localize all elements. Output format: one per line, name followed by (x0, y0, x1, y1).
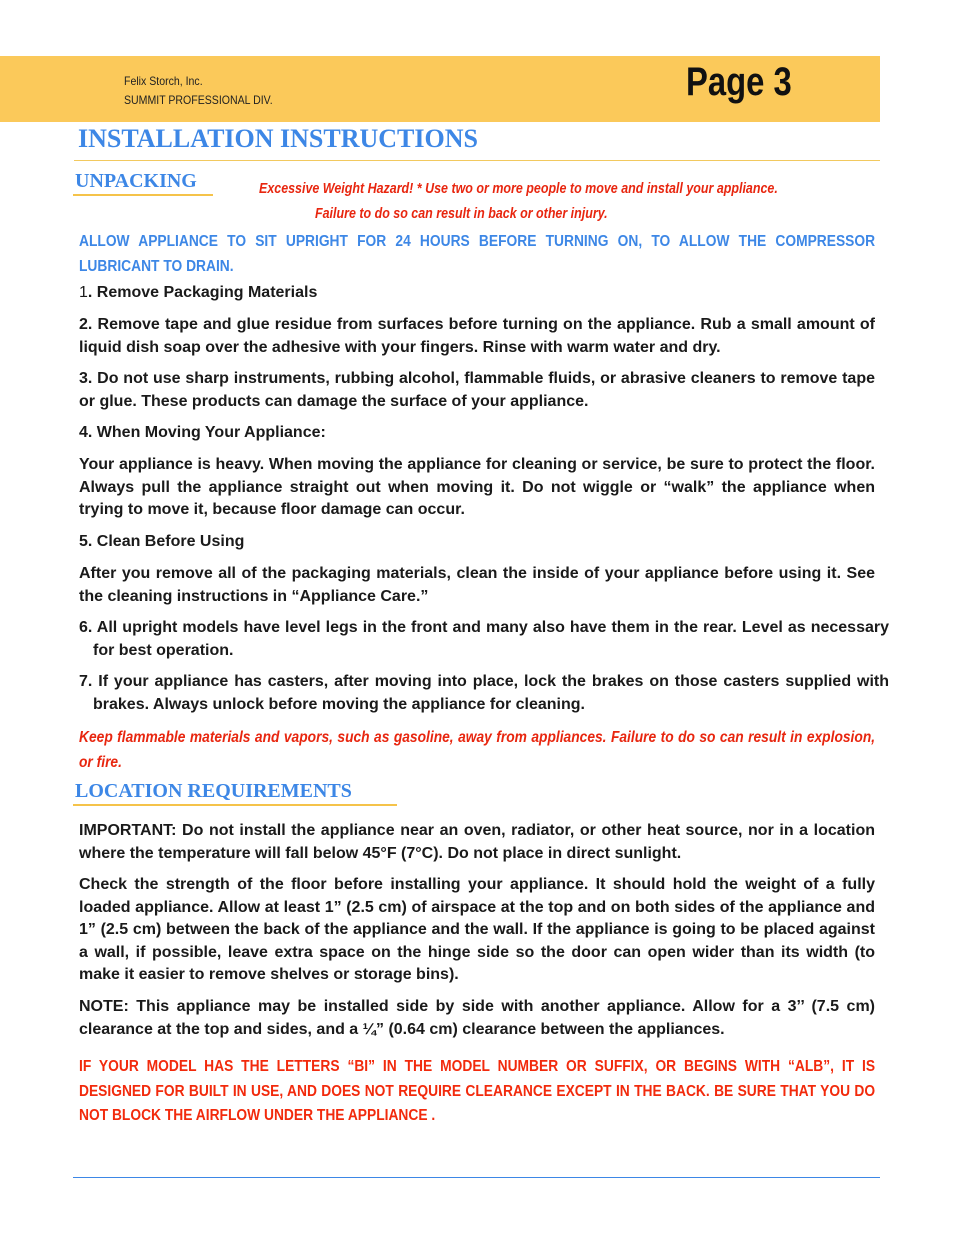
step-4: 4. When Moving Your Appliance: (79, 424, 326, 441)
fire-warning: Keep flammable materials and vapors, such as gasoline, away from appliances. Failure to do so can result in explosion, or fire. (79, 729, 876, 771)
company-division: SUMMIT PROFESSIONAL DIV. (124, 93, 273, 107)
footer-divider (73, 1177, 880, 1178)
page-number: Page 3 (686, 60, 792, 104)
company-name: Felix Storch, Inc. (124, 74, 203, 88)
location-underline (73, 804, 397, 806)
floor-strength-note: Check the strength of the floor before installing your appliance. It should hold the weight of a fully loaded appliance. Allow at least 1” (2.5 cm) of airspace at the top and on both sides of the appliance and 1” (2.5 cm) between the back of the appliance and the wall. If the appliance is going to be placed against a wall, if possible, leave extra space on the hinge side so the door can open wider than its width (to make it easier to remove shelves or storage bins). (79, 876, 875, 984)
step-1-number: 1 (79, 284, 88, 301)
step-7: 7. If your appliance has casters, after moving into place, lock the brakes on those casters supplied with brakes. Always unlock before moving the appliance for cleaning. (79, 673, 889, 713)
important-note: IMPORTANT: Do not install the appliance near an oven, radiator, or other heat source, nor in a location where the temperature will fall below 45°F (7°C). Do not place in direct sunlight. (79, 822, 875, 862)
weight-hazard-warning: Excessive Weight Hazard! * Use two or more people to move and install your appliance. (259, 181, 778, 197)
page-header (0, 56, 880, 122)
upright-notice: ALLOW APPLIANCE TO SIT UPRIGHT FOR 24 HOURS BEFORE TURNING ON, TO ALLOW THE COMPRESSOR LUBRICANT TO DRAIN. (79, 233, 876, 275)
side-by-side-note: NOTE: This appliance may be installed side by side with another appliance. Allow for a 3’’ (7.5 cm) clearance at the top and sides, and a ¼” (0.64 cm) clearance between the appliances. (79, 998, 875, 1038)
step-5-body: After you remove all of the packaging materials, clean the inside of your appliance before using it. See the cleaning instructions in “Appliance Care.” (79, 565, 875, 605)
page-title: INSTALLATION INSTRUCTIONS (78, 124, 478, 153)
step-5: 5. Clean Before Using (79, 533, 245, 550)
step-1-text: . Remove Packaging Materials (87, 284, 318, 301)
title-divider (74, 160, 880, 161)
weight-hazard-consequence: Failure to do so can result in back or other injury. (315, 206, 608, 222)
step-6: 6. All upright models have level legs in the front and many also have them in the rear. Level as necessary for best operation. (79, 619, 889, 659)
step-3: 3. Do not use sharp instruments, rubbing alcohol, flammable fluids, or abrasive cleaners to remove tape or glue. These products can damage the surface of your appliance. (79, 370, 875, 410)
unpacking-underline (73, 194, 213, 196)
unpacking-heading: UNPACKING (75, 170, 197, 192)
step-1 (79, 282, 875, 305)
step-2: 2. Remove tape and glue residue from surfaces before turning on the appliance. Rub a small amount of liquid dish soap over the adhesive with your fingers. Rinse with warm water and dry. (79, 316, 875, 356)
location-heading: LOCATION REQUIREMENTS (75, 780, 352, 802)
company-block (124, 72, 273, 110)
built-in-notice: IF YOUR MODEL HAS THE LETTERS “BI” IN THE MODEL NUMBER OR SUFFIX, OR BEGINS WITH “ALB”, IT IS DESIGNED FOR BUILT IN USE, AND DOES NOT REQUIRE CLEARANCE EXCEPT IN THE BACK. BE SURE THAT YOU DO NOT BLOCK THE AIRFLOW UNDER THE APPLIANCE . (79, 1058, 876, 1124)
step-4-body: Your appliance is heavy. When moving the appliance for cleaning or service, be sure to protect the floor. Always pull the appliance straight out when moving it. Do not wiggle or “walk” the appliance when trying to move it, because floor damage can occur. (79, 456, 875, 519)
